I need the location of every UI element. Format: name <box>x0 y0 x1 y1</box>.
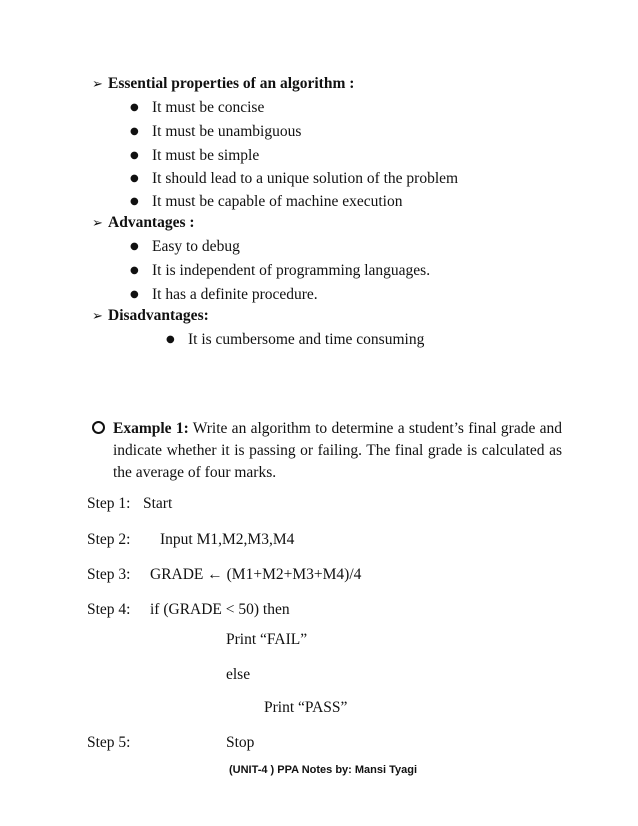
list-item: ● It is cumbersome and time consuming <box>166 331 425 348</box>
step-label: Step 4: <box>87 601 131 618</box>
advantages-heading: ➢ Advantages : <box>92 214 195 231</box>
step-text: GRADE ← (M1+M2+M3+M4)/4 <box>150 566 362 583</box>
filled-bullet-icon: ● <box>130 241 139 252</box>
step-text: Start <box>143 495 173 512</box>
step-text: if (GRADE < 50) then <box>150 601 290 618</box>
step-label: Step 3: <box>87 566 131 583</box>
filled-bullet-icon: ● <box>130 196 139 207</box>
step-text: Print “FAIL” <box>226 631 308 648</box>
step-text: Print “PASS” <box>264 699 348 716</box>
disadvantages-heading: ➢ Disadvantages: <box>92 307 209 324</box>
hollow-circle-icon <box>92 421 105 434</box>
step-label: Step 2: <box>87 531 131 548</box>
example-text: Write an algorithm to determine a student’s final grade and indicate whether it is passing or failing. The final grade is calculated as the average of four marks. <box>113 420 562 481</box>
filled-bullet-icon: ● <box>166 334 175 345</box>
list-item: ● It must be unambiguous <box>130 123 302 140</box>
example-marker <box>92 421 114 438</box>
list-item: ● It must be simple <box>130 147 260 164</box>
filled-bullet-icon: ● <box>130 126 139 137</box>
arrowhead-bullet-icon: ➢ <box>92 309 103 324</box>
arrowhead-bullet-icon: ➢ <box>92 216 103 231</box>
step-text: Stop <box>226 734 255 751</box>
filled-bullet-icon: ● <box>130 150 139 161</box>
step-label: Step 1: <box>87 495 131 512</box>
step-text: Input M1,M2,M3,M4 <box>160 531 295 548</box>
filled-bullet-icon: ● <box>130 265 139 276</box>
step-label: Step 5: <box>87 734 131 751</box>
filled-bullet-icon: ● <box>130 102 139 113</box>
list-item: ● It is independent of programming languages. <box>130 262 431 279</box>
properties-heading: ➢ Essential properties of an algorithm : <box>92 75 355 92</box>
arrowhead-bullet-icon: ➢ <box>92 77 103 92</box>
list-item: ● It must be concise <box>130 99 265 116</box>
list-item: ● It should lead to a unique solution of the problem <box>130 170 459 187</box>
example-paragraph <box>113 418 562 484</box>
filled-bullet-icon: ● <box>130 289 139 300</box>
filled-bullet-icon: ● <box>130 173 139 184</box>
list-item: ● Easy to debug <box>130 238 240 255</box>
step-text: else <box>226 666 251 683</box>
list-item: ● It must be capable of machine execution <box>130 193 403 210</box>
list-item: ● It has a definite procedure. <box>130 286 318 303</box>
example-label: Example 1: <box>113 420 189 437</box>
page-footer: (UNIT-4 ) PPA Notes by: Mansi Tyagi <box>229 764 418 776</box>
